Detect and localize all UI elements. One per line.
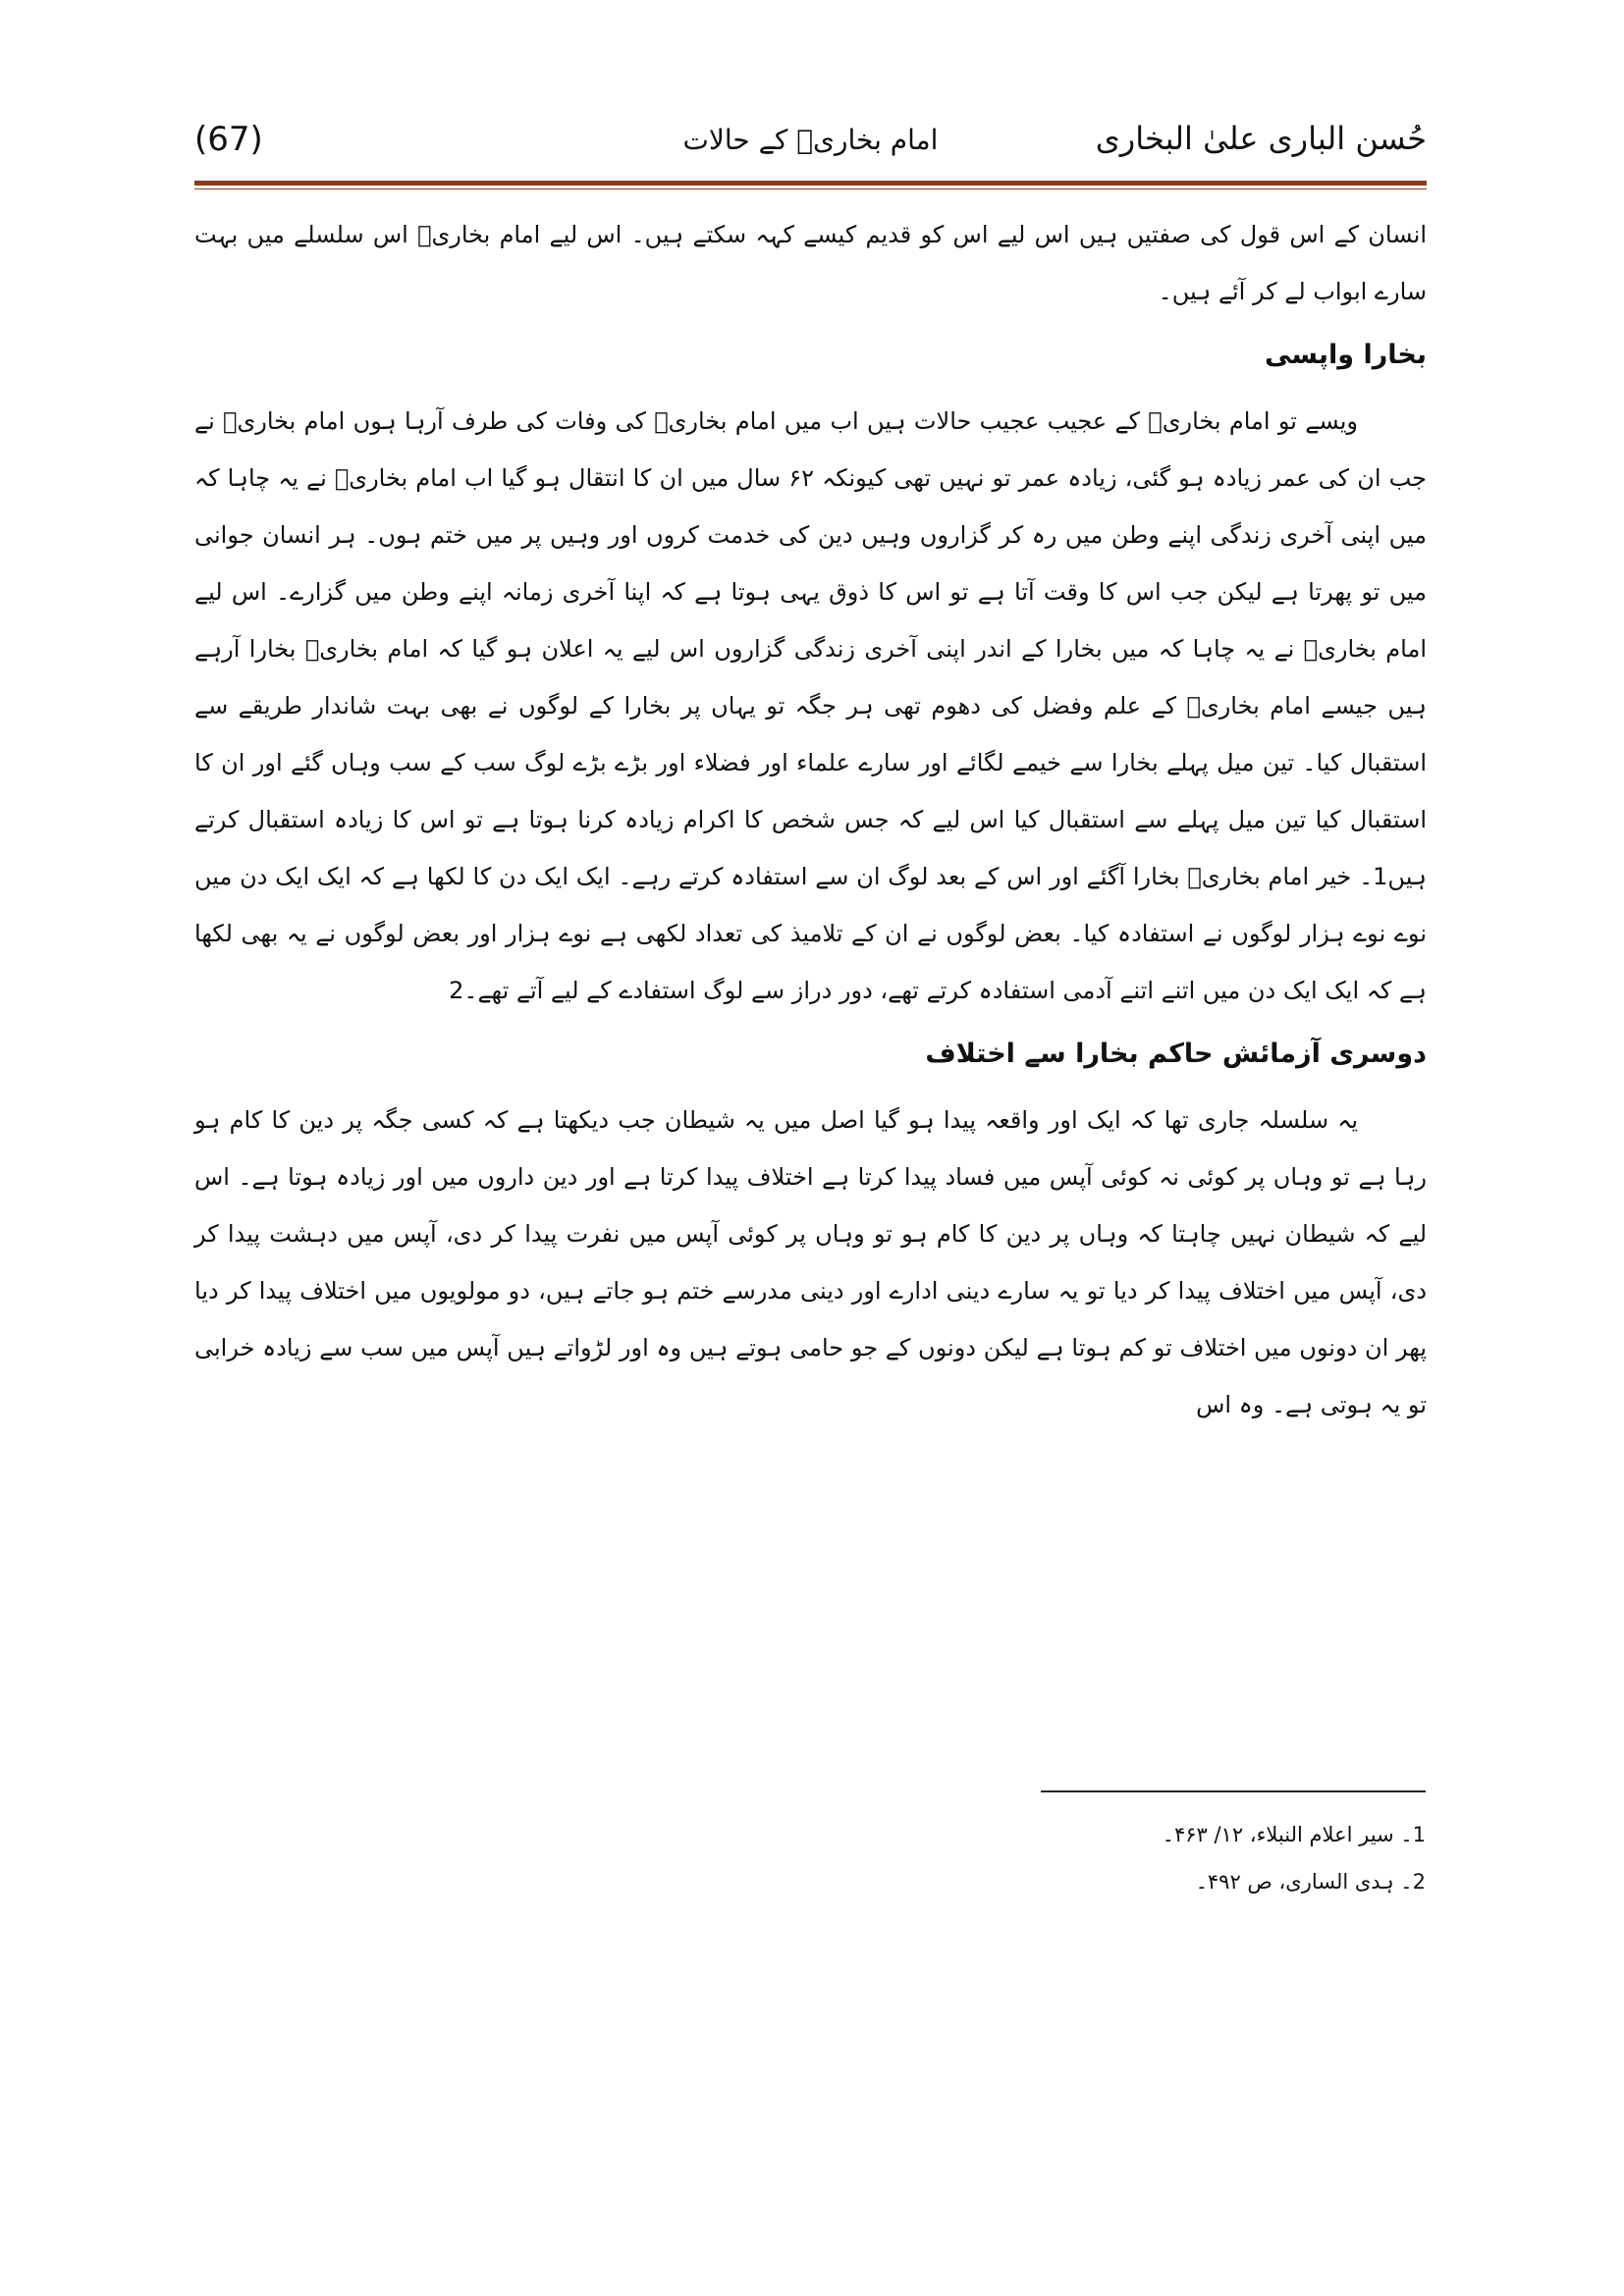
page-number: (67): [194, 120, 263, 159]
section-heading: دوسری آزمائش حاکم بخارا سے اختلاف: [925, 1039, 1427, 1069]
footnotes: [785, 1811, 1426, 1905]
paragraph: ویسے تو امام بخاریؒ کے عجیب عجیب حالات ہیں اب میں امام بخاریؒ کی وفات کی طرف آرہا ہوں امام بخاریؒ نے جب ان کی عمر زیادہ ہو گئی، زیادہ عمر تو نہیں تھی کیونکہ ۶۲ سال میں ان کا انتقال ہو گیا اب امام بخاریؒ نے یہ چاہا کہ میں اپنی آخری زندگی اپنے وطن میں رہ کر گزاروں وہیں دین کی خدمت کروں اور وہیں پر میں ختم ہوں۔ ہر انسان جوانی میں تو پھرتا ہے لیکن جب اس کا وقت آتا ہے تو اس کا ذوق یہی ہوتا ہے کہ اپنا آخری زمانہ اپنے وطن میں گزارے۔ اس لیے امام بخاریؒ نے یہ چاہا کہ میں بخارا کے اندر اپنی آخری زندگی گزاروں اس لیے یہ اعلان ہو گیا کہ امام بخاریؒ بخارا آرہے ہیں جیسے امام بخاریؒ کے علم وفضل کی دھوم تھی ہر جگہ تو یہاں پر بخارا کے لوگوں نے بھی بہت شاندار طریقے سے استقبال کیا۔ تین میل پہلے بخارا سے خیمے لگائے اور سارے علماء اور فضلاء اور بڑے بڑے لوگ سب کے سب وہاں گئے اور ان کا استقبال کیا تین میل پہلے سے استقبال کیا اس لیے کہ جس شخص کا اکرام زیادہ کرنا ہوتا ہے تو اس کا زیادہ استقبال کرتے ہیں1۔ خیر امام بخاریؒ بخارا آگئے اور اس کے بعد لوگ ان سے استفادہ کرتے رہے۔ ایک ایک دن کا لکھا ہے کہ ایک ایک دن میں نوے نوے ہزار لوگوں نے استفادہ کیا۔ بعض لوگوں نے ان کے تلامیذ کی تعداد لکھی ہے نوے ہزار اور بعض لوگوں نے یہ بھی لکھا ہے کہ ایک ایک دن میں اتنے اتنے آدمی استفادہ کرتے تھے، دور دراز سے لوگ استفادے کے لیے آتے تھے۔2: [194, 407, 1427, 1004]
footnote: 2۔ ہدی الساری، ص ۴۹۲۔: [1195, 1870, 1426, 1894]
book-title: حُسن الباری علیٰ البخاری: [1095, 120, 1427, 157]
header-divider-thick: [194, 181, 1427, 186]
footnote-divider: [1041, 1790, 1426, 1792]
page-header: [194, 116, 1427, 175]
paragraph: انسان کے اس قول کی صفتیں ہیں اس لیے اس کو قدیم کیسے کہہ سکتے ہیں۔ اس لیے امام بخاریؒ اس سلسلے میں بہت سارے ابواب لے کر آئے ہیں۔: [194, 221, 1427, 305]
header-divider-thin: [194, 188, 1427, 189]
chapter-title: امام بخاریؒ کے حالات: [682, 124, 939, 156]
section-heading: بخارا واپسی: [1265, 340, 1427, 370]
paragraph: یہ سلسلہ جاری تھا کہ ایک اور واقعہ پیدا ہو گیا اصل میں یہ شیطان جب دیکھتا ہے کہ کسی جگہ پر دین کا کام ہو رہا ہے تو وہاں پر کوئی نہ کوئی آپس میں فساد پیدا کرتا ہے اختلاف پیدا کرتا ہے اور دین داروں میں اور زیادہ ہوتا ہے۔ اس لیے کہ شیطان نہیں چاہتا کہ وہاں پر دین کا کام ہو تو وہاں پر کوئی آپس میں نفرت پیدا کر دی، آپس میں دہشت پیدا کر دی، آپس میں اختلاف پیدا کر دیا تو یہ سارے دینی ادارے اور دینی مدرسے ختم ہو جاتے ہیں، دو مولویوں میں اختلاف پیدا کر دیا پھر ان دونوں میں اختلاف تو کم ہوتا ہے لیکن دونوں کے جو حامی ہوتے ہیں وہ اور لڑواتے ہیں آپس میں سب سے زیادہ خرابی تو یہ ہوتی ہے۔ وہ اس: [194, 1106, 1428, 1418]
footnote: 1۔ سیر اعلام النبلاء، ۱۲/ ۴۶۳۔: [1162, 1823, 1426, 1846]
main-text: [194, 206, 1427, 1433]
